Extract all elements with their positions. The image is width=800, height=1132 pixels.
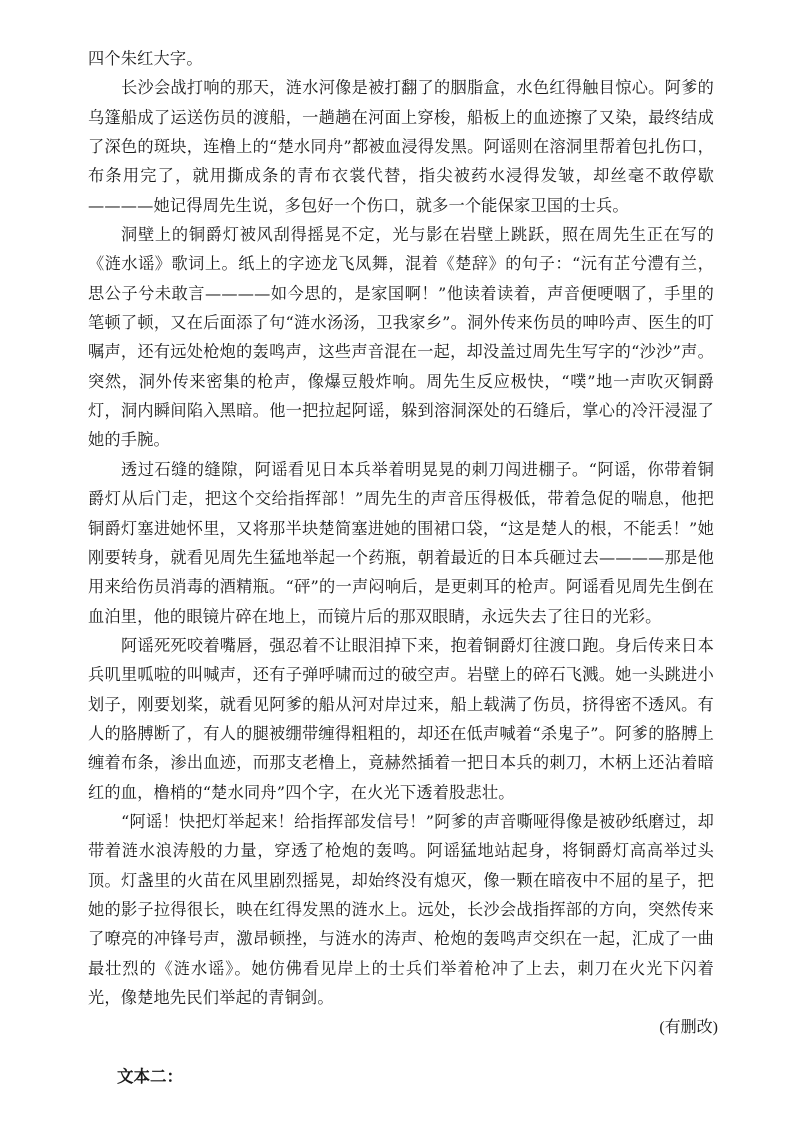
source-note: (有删改) (659, 1019, 718, 1036)
paragraph-continuation: 四个朱红大字。 (88, 49, 203, 68)
paragraph-battle-begins: 长沙会战打响的那天，涟水河像是被打翻了的胭脂盒，水色红得触目惊心。阿爹的乌篷船成了运送伤员的渡船，一趟趟在河面上穿梭，船板上的血迹擦了又染，最终结成了深色的斑块，连橹上的“楚水同舟”都被血浸得发黑。阿谣则在溶洞里帮着包扎伤口，布条用完了，就用撕成条的青布衣裳代替，指尖被药水浸得发皱，却丝毫不敢停歇————她记得周先生说，多包好一个伤口，就多一个能保家卫国的士兵。 (88, 78, 714, 215)
paragraph-escape-to-ferry: 阿谣死死咬着嘴唇，强忍着不让眼泪掉下来，抱着铜爵灯往渡口跑。身后传来日本兵叽里呱啦的叫喊声，还有子弹呼啸而过的破空声。岩壁上的碎石飞溅。她一头跳进小划子，刚要划桨，就看见阿爹的船从河对岸过来，船上载满了伤员，挤得密不透风。有人的胳膊断了，有人的腿被绷带缠得粗粗的，却还在低声喊着“杀鬼子”。阿爹的胳膊上缠着布条，渗出血迹，而那支老橹上，竟赫然插着一把日本兵的刺刀，木柄上还沾着暗红的血，橹梢的“楚水同舟”四个字，在火光下透着股悲壮。 (88, 635, 714, 802)
paragraph-lamp-signal: “阿谣！快把灯举起来！给指挥部发信号！”阿爹的声音嘶哑得像是被砂纸磨过，却带着涟水浪涛般的力量，穿透了枪炮的轰鸣。阿谣猛地站起身，将铜爵灯高高举过头顶。灯盏里的火苗在风里剧烈摇晃，却始终没有熄灭，像一颗在暗夜中不屈的星子，把她的影子拉得很长，映在红得发黑的涟水上。远处，长沙会战指挥部的方向，突然传来了嘹亮的冲锋号声，激昂顿挫，与涟水的涛声、枪炮的轰鸣声交织在一起，汇成了一曲最壮烈的《涟水谣》。她仿佛看见岸上的士兵们举着枪冲了上去，刺刀在火光下闪着光，像楚地先民们举起的青铜剑。 (88, 811, 714, 1007)
paragraph-cave-lamp: 洞壁上的铜爵灯被风刮得摇晃不定，光与影在岩壁上跳跃，照在周先生正在写的《涟水谣》歌词上。纸上的字迹龙飞凤舞，混着《楚辞》的句子：“沅有芷兮澧有兰，思公子兮未敢言————如今思的，是家国啊！”他读着读着，声音便哽咽了，手里的笔顿了顿，又在后面添了句“涟水汤汤，卫我家乡”。洞外传来伤员的呻吟声、医生的叮嘱声，还有远处枪炮的轰鸣声，这些声音混在一起，却没盖过周先生写字的“沙沙”声。突然，洞外传来密集的枪声，像爆豆般炸响。周先生反应极快，“噗”地一声吹灭铜爵灯，洞内瞬间陷入黑暗。他一把拉起阿谣，躲到溶洞深处的石缝后，掌心的冷汗浸湿了她的手腕。 (88, 225, 714, 450)
article-body (88, 44, 714, 1012)
section-heading-text-two: 文本二： (117, 1067, 183, 1086)
paragraph-mr-zhou-sacrifice: 透过石缝的缝隙，阿谣看见日本兵举着明晃晃的刺刀闯进棚子。“阿谣，你带着铜爵灯从后门走，把这个交给指挥部！”周先生的声音压得极低，带着急促的喘息，他把铜爵灯塞进她怀里，又将那半块楚简塞进她的围裙口袋，“这是楚人的根，不能丢！”她刚要转身，就看见周先生猛地举起一个药瓶，朝着最近的日本兵砸过去————那是他用来给伤员消毒的酒精瓶。“砰”的一声闷响后，是更刺耳的枪声。阿谣看见周先生倒在血泊里，他的眼镜片碎在地上，而镜片后的那双眼睛，永远失去了往日的光彩。 (88, 459, 714, 626)
